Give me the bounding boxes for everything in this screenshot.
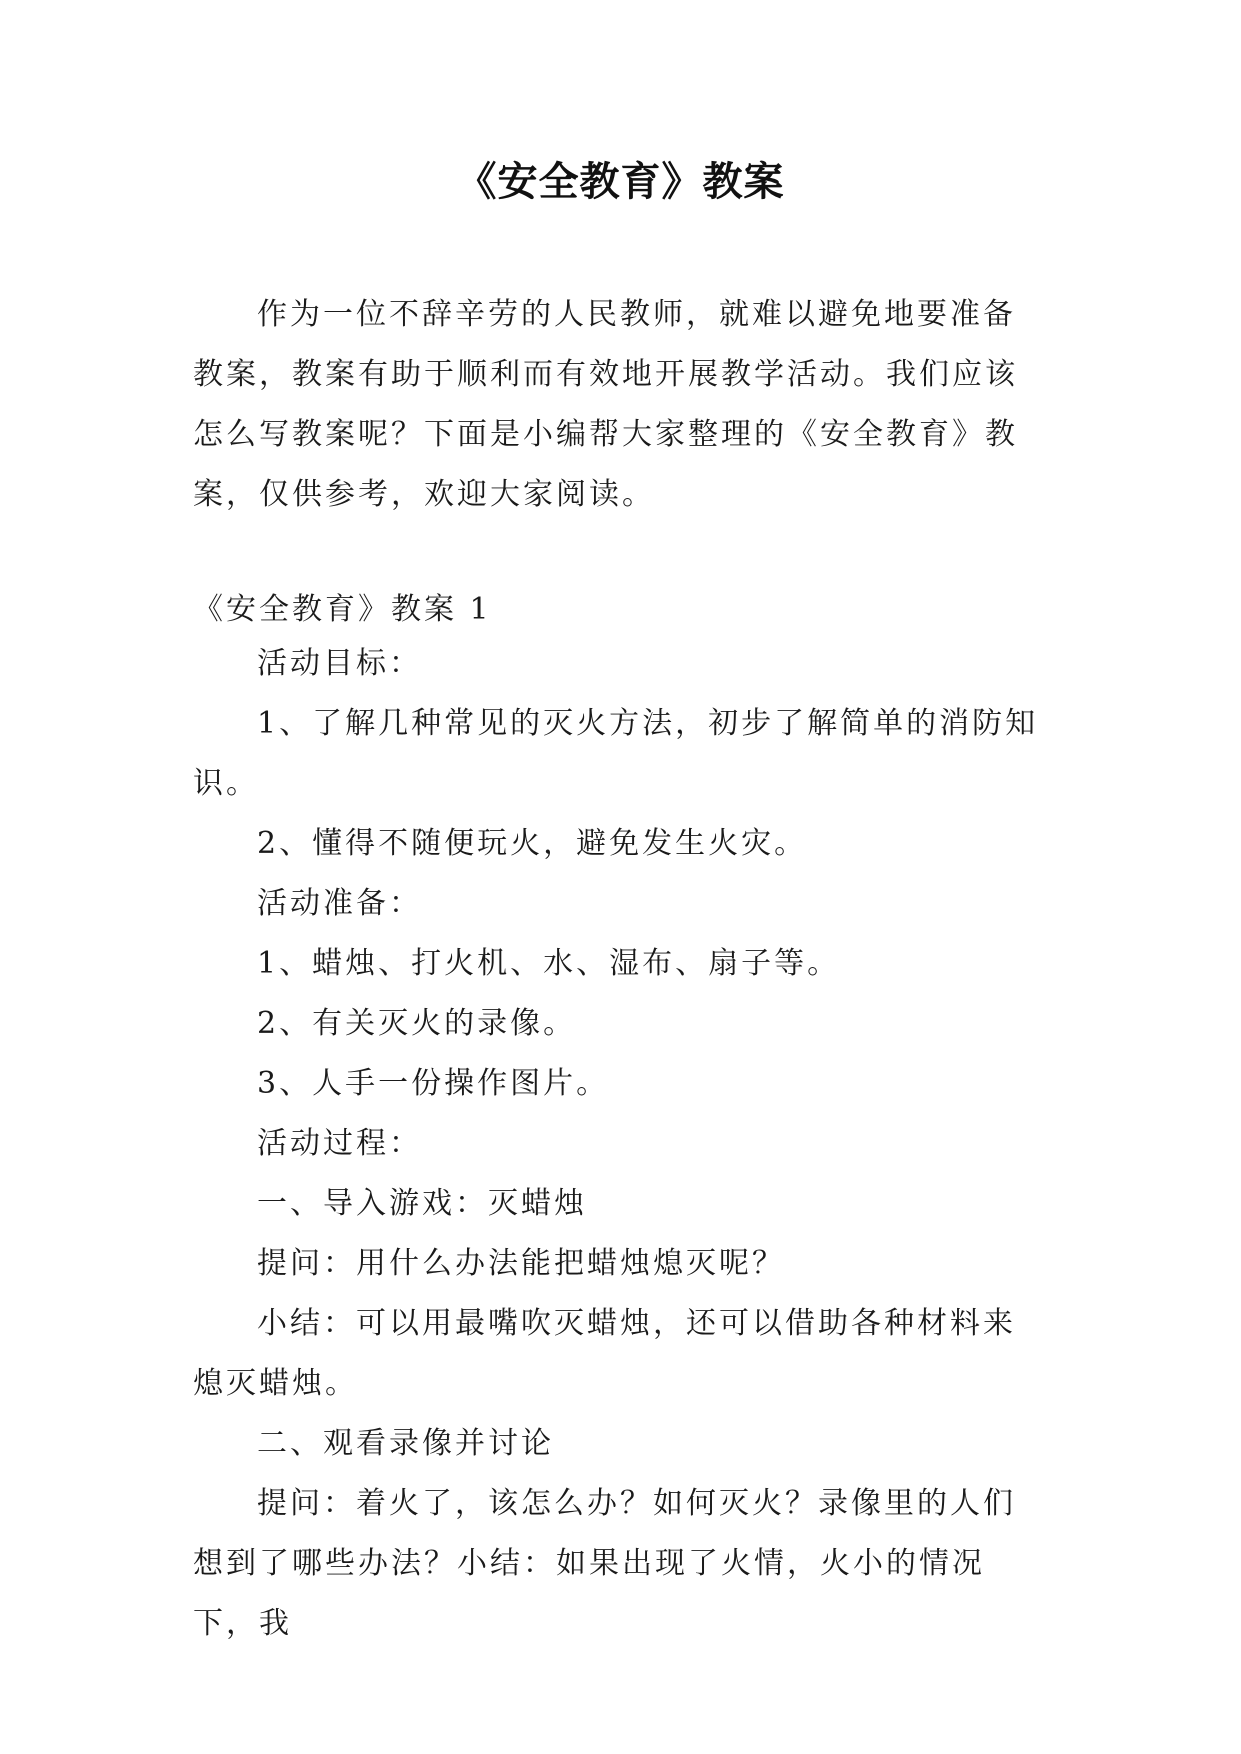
intro-paragraph: 作为一位不辞辛劳的人民教师，就难以避免地要准备教案，教案有助于顺利而有效地开展教学活动。我们应该怎么写教案呢？下面是小编帮大家整理的《安全教育》教案，仅供参考，欢迎大家阅读。	[193, 297, 1018, 512]
lesson-content	[193, 634, 1048, 1654]
paragraph-question-2: 提问：着火了，该怎么办？如何灭火？录像里的人们想到了哪些办法？小结：如果出现了火情，火小的情况下，我	[193, 1486, 1016, 1641]
paragraph-prep-heading: 活动准备：	[257, 886, 422, 921]
paragraph-step-2: 二、观看录像并讨论	[257, 1426, 554, 1461]
paragraph-prep-1: 1、蜡烛、打火机、水、湿布、扇子等。	[257, 946, 841, 981]
paragraph-process-heading: 活动过程：	[257, 1126, 422, 1161]
paragraph-goal-heading: 活动目标：	[257, 646, 422, 681]
paragraph-prep-3: 3、人手一份操作图片。	[257, 1066, 610, 1101]
paragraph-summary-1: 小结：可以用最嘴吹灭蜡烛，还可以借助各种材料来熄灭蜡烛。	[193, 1306, 1016, 1401]
paragraph-question-1: 提问：用什么办法能把蜡烛熄灭呢？	[257, 1246, 785, 1281]
document-title: 《安全教育》教案	[456, 159, 785, 205]
paragraph-goal-1: 1、了解几种常见的灭火方法，初步了解简单的消防知识。	[193, 706, 1039, 801]
section-heading: 《安全教育》教案 1	[193, 592, 492, 627]
paragraph-prep-2: 2、有关灭火的录像。	[257, 1006, 577, 1041]
paragraph-step-1: 一、导入游戏：灭蜡烛	[257, 1186, 587, 1221]
paragraph-goal-2: 2、懂得不随便玩火，避免发生火灾。	[257, 826, 808, 861]
